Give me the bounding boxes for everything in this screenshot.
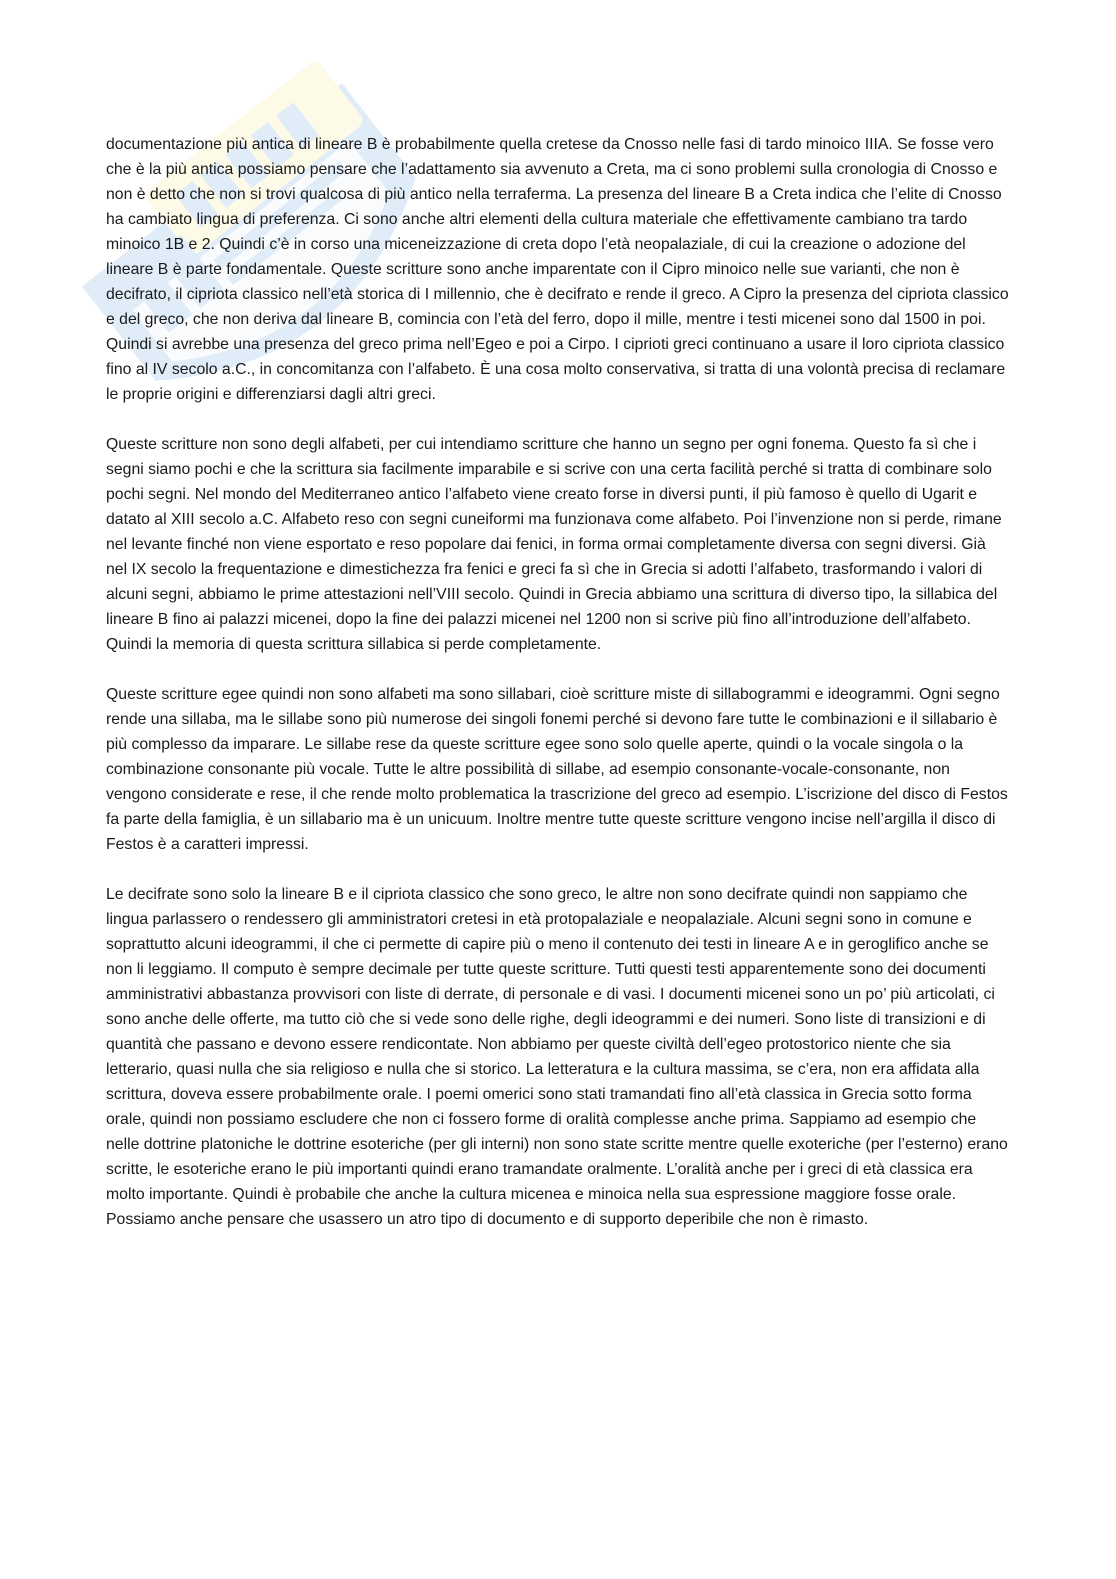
paragraph-2: Queste scritture non sono degli alfabeti, per cui intendiamo scritture che hanno un segno per ogni fonema. Questo fa sì che i segni siamo pochi e che la scrittura sia facilmente imparabile e si scrive con una certa facilità perché si tratta di combinare solo pochi segni. Nel mondo del Mediterraneo antico l’alfabeto viene creato forse in diversi punti, il più famoso è quello di Ugarit e datato al XIII secolo a.C. Alfabeto reso con segni cuneiformi ma funzionava come alfabeto. Poi l’invenzione non si perde, rimane nel levante finché non viene esportato e reso popolare dai fenici, in forma ormai completamente diversa con segni diversi. Già nel IX secolo la frequentazione e dimestichezza fra fenici e greci fa sì che in Grecia si adotti l’alfabeto, trasformando i valori di alcuni segni, abbiamo le prime attestazioni nell’VIII secolo. Quindi in Grecia abbiamo una scrittura di diverso tipo, la sillabica del lineare B fino ai palazzi micenei, dopo la fine dei palazzi micenei nel 1200 non si scrive più fino all’introduzione dell’alfabeto. Quindi la memoria di questa scrittura sillabica si perde completamente. [106, 436, 1002, 653]
paragraph-4: Le decifrate sono solo la lineare B e il cipriota classico che sono greco, le altre non sono decifrate quindi non sappiamo che lingua parlassero o rendessero gli amministratori cretesi in età protopalaziale e neopalaziale. Alcuni segni sono in comune e soprattutto alcuni ideogrammi, il che ci permette di capire più o meno il contenuto dei testi in lineare A e in geroglifico anche se non li leggiamo. Il computo è sempre decimale per tutte queste scritture. Tutti questi testi apparentemente sono dei documenti amministrativi abbastanza provvisori con liste di derrate, di personale e di vasi. I documenti micenei sono un po’ più articolati, ci sono anche delle offerte, ma tutto ciò che si vede sono delle righe, degli ideogrammi e dei numeri. Sono liste di transizioni e di quantità che passano e devono essere rendicontate. Non abbiamo per queste civiltà dell’egeo protostorico niente che sia letterario, quasi nulla che sia religioso e nulla che si storico. La letteratura e la cultura massima, se c’era, non era affidata alla scrittura, doveva essere probabilmente orale. I poemi omerici sono stati tramandati fino all’età classica in Grecia sotto forma orale, quindi non possiamo escludere che non ci fossero forme di oralità complesse anche prima. Sappiamo ad esempio che nelle dottrine platoniche le dottrine esoteriche (per gli interni) non sono state scritte mentre quelle exoteriche (per l’esterno) erano scritte, le esoteriche erano le più importanti quindi erano tramandate oralmente. L’oralità anche per i greci di età classica era molto importante. Quindi è probabile che anche la cultura micenea e minoica nella sua espressione maggiore fosse orale. Possiamo anche pensare che usassero un atro tipo di documento e di supporto deperibile che non è rimasto. [106, 886, 1008, 1228]
paragraph-1: documentazione più antica di lineare B è probabilmente quella cretese da Cnosso nelle fasi di tardo minoico IIIA. Se fosse vero che è la più antica possiamo pensare che l’adattamento sia avvenuto a Creta, ma ci sono problemi sulla cronologia di Cnosso e non è detto che non si trovi qualcosa di più antico nella terraferma. La presenza del lineare B a Creta indica che l’elite di Cnosso ha cambiato lingua di preferenza. Ci sono anche altri elementi della cultura materiale che effettivamente cambiano tra tardo minoico 1B e 2. Quindi c’è in corso una miceneizzazione di creta dopo l’età neopalaziale, di cui la creazione o adozione del lineare B è parte fondamentale. Queste scritture sono anche imparentate con il Cipro minoico nelle sue varianti, che non è decifrato, il cipriota classico nell’età storica di I millennio, che è decifrato e rende il greco. A Cipro la presenza del cipriota classico e del greco, che non deriva dal lineare B, comincia con l’età del ferro, dopo il mille, mentre i testi micenei sono dal 1500 in poi. Quindi si avrebbe una presenza del greco prima nell’Egeo e poi a Cirpo. I ciprioti greci continuano a usare il loro cipriota classico fino al IV secolo a.C., in concomitanza con l’alfabeto. È una cosa molto conservativa, si tratta di una volontà precisa di reclamare le proprie origini e differenziarsi dagli altri greci. [106, 136, 1009, 403]
paragraph-3: Queste scritture egee quindi non sono alfabeti ma sono sillabari, cioè scritture miste di sillabogrammi e ideogrammi. Ogni segno rende una sillaba, ma le sillabe sono più numerose dei singoli fonemi perché si devono fare tutte le combinazioni e il sillabario è più complesso da imparare. Le sillabe rese da queste scritture egee sono solo quelle aperte, quindi o la vocale singola o la combinazione consonante più vocale. Tutte le altre possibilità di sillabe, ad esempio consonante-vocale-consonante, non vengono considerate e rese, il che rende molto problematica la trascrizione del greco ad esempio. L’iscrizione del disco di Festos fa parte della famiglia, è un sillabario ma è un unicuum. Inoltre mentre tutte queste scritture vengono incise nell’argilla il disco di Festos è a caratteri impressi. [106, 686, 1008, 853]
document-body [106, 132, 1010, 1257]
